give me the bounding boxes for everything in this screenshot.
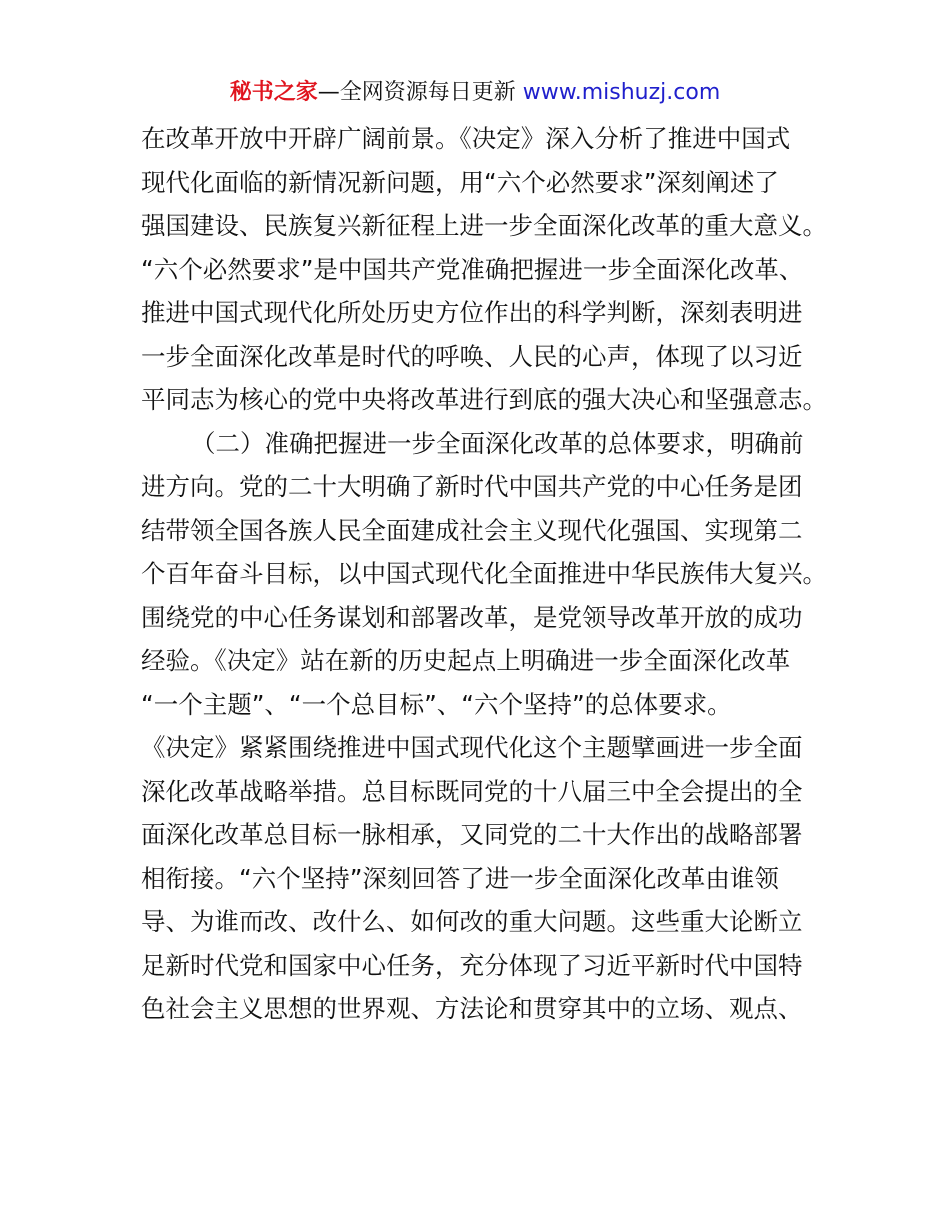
text-line: 围绕党的中心任务谋划和部署改革，是党领导改革开放的成功 bbox=[141, 602, 803, 632]
site-url[interactable]: www.mishuzj.com bbox=[522, 80, 721, 105]
document-body bbox=[141, 117, 827, 1031]
text-line: 深化改革战略举措。总目标既同党的十八届三中全会提出的全 bbox=[141, 776, 803, 806]
text-line: 经验。《决定》站在新的历史起点上明确进一步全面深化改革 bbox=[141, 646, 791, 675]
text-line: 平同志为核心的党中央将改革进行到底的强大决心和坚强意志。 bbox=[141, 385, 827, 414]
text-line: 现代化面临的新情况新问题，用“六个必然要求”深刻阐述了 bbox=[141, 167, 779, 197]
text-line: 在改革开放中开辟广阔前景。《决定》深入分析了推进中国式 bbox=[141, 124, 791, 153]
header-tagline: —全网资源每日更新 bbox=[317, 80, 523, 105]
brand-name: 秘书之家 bbox=[229, 80, 318, 105]
text-line: 相衔接。“六个坚持”深刻回答了进一步全面深化改革由谁领 bbox=[141, 863, 779, 893]
text-line: 导、为谁而改、改什么、如何改的重大问题。这些重大论断立 bbox=[141, 907, 803, 936]
text-line: 一步全面深化改革是时代的呼唤、人民的心声，体现了以习近 bbox=[141, 341, 803, 371]
text-line: 进方向。党的二十大明确了新时代中国共产党的中心任务是团 bbox=[141, 472, 803, 501]
text-line: 推进中国式现代化所处历史方位作出的科学判断，深刻表明进 bbox=[141, 298, 803, 327]
section-heading-line: （二）准确把握进一步全面深化改革的总体要求，明确前 bbox=[191, 428, 804, 458]
text-line: “六个必然要求”是中国共产党准确把握进一步全面深化改革、 bbox=[141, 254, 804, 284]
text-line: 色社会主义思想的世界观、方法论和贯穿其中的立场、观点、 bbox=[141, 994, 803, 1023]
text-line: 结带领全国各族人民全面建成社会主义现代化强国、实现第二 bbox=[141, 515, 803, 545]
text-line: 强国建设、民族复兴新征程上进一步全面深化改革的重大意义。 bbox=[141, 211, 827, 240]
text-line: 足新时代党和国家中心任务，充分体现了习近平新时代中国特 bbox=[141, 950, 803, 980]
text-line: 面深化改革总目标一脉相承，又同党的二十大作出的战略部署 bbox=[141, 820, 803, 849]
text-line: “一个主题”、“一个总目标”、“六个坚持”的总体要求。 bbox=[141, 689, 732, 719]
page-header bbox=[0, 78, 950, 108]
text-line: 《决定》紧紧围绕推进中国式现代化这个主题擘画进一步全面 bbox=[141, 733, 803, 762]
text-line: 个百年奋斗目标，以中国式现代化全面推进中华民族伟大复兴。 bbox=[141, 559, 827, 588]
